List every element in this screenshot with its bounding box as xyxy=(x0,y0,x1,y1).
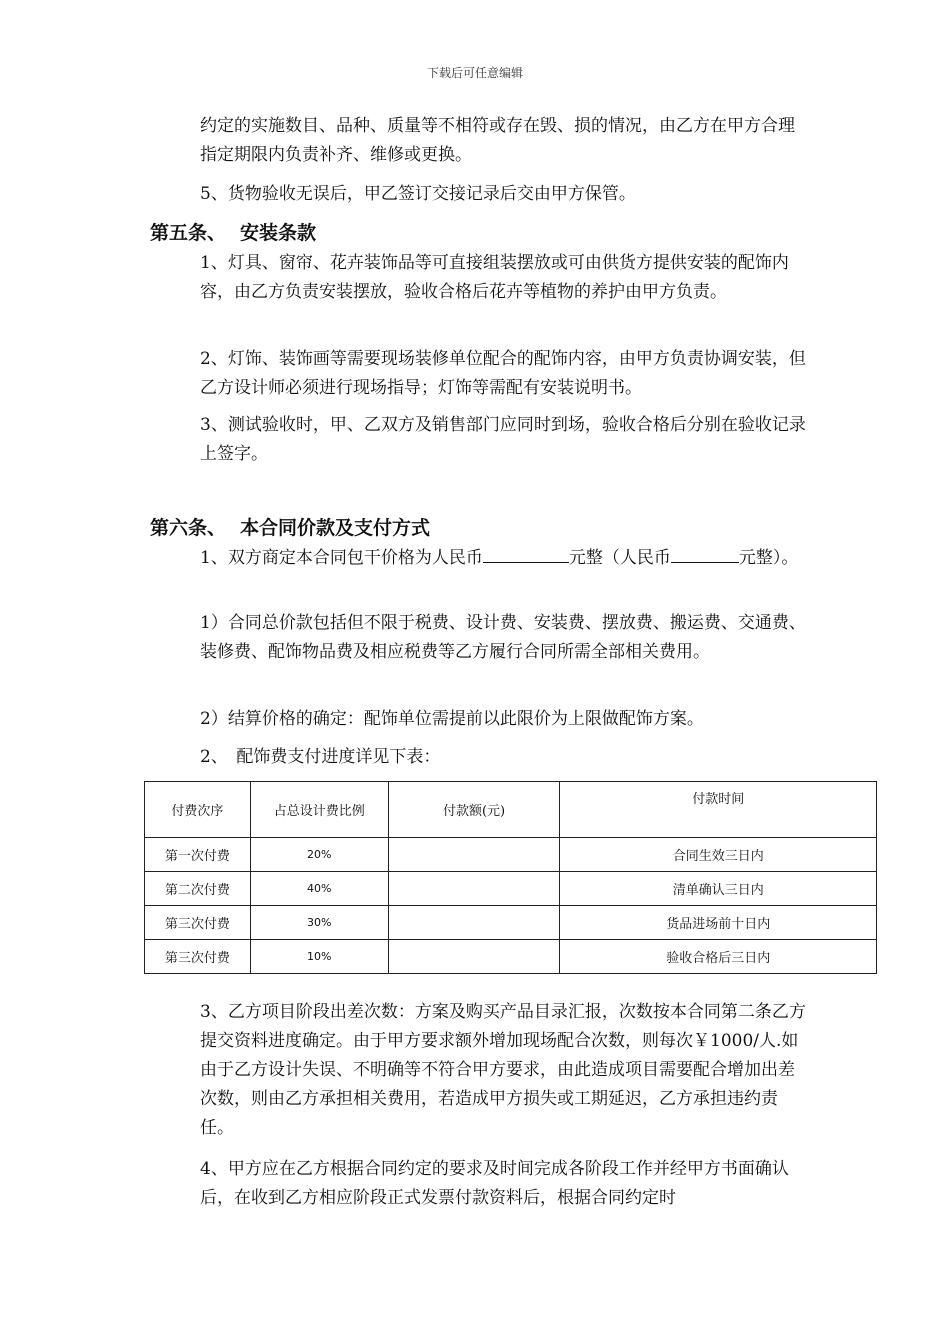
price-text-c: 元整）。 xyxy=(738,548,799,568)
time-cell: 验收合格后三日内 xyxy=(560,940,877,974)
header-cell: 占总设计费比例 xyxy=(250,782,388,838)
section-number: 第五条、 xyxy=(150,222,227,244)
header-cell: 付款额(元) xyxy=(388,782,560,838)
price-blank[interactable] xyxy=(483,542,569,563)
order-cell: 第三次付费 xyxy=(145,940,251,974)
table-row xyxy=(145,940,877,974)
amount-cell[interactable] xyxy=(388,940,560,974)
paragraph-6-2: 2、 配饰费支付进度详见下表： xyxy=(200,747,441,767)
section-heading-5 xyxy=(150,218,316,245)
paragraph-6-1 xyxy=(200,542,810,573)
paragraph-6-1-1: 1）合同总价款包括但不限于税费、设计费、安装费、摆放费、搬运费、交通费、装修费、配饰物品费及相应税费等乙方履行合同所需全部相关费用。 xyxy=(200,613,806,662)
paragraph-6-3: 3、乙方项目阶段出差次数：方案及购买产品目录汇报，次数按本合同第二条乙方提交资料进度确定。由于甲方要求额外增加现场配合次数，则每次￥1000/人.如由于乙方设计失误、不明确等不符合甲方要求，由此造成项目需要配合增加出差次数，则由乙方承担相关费用，若造成甲方损失或工期延迟，乙方承担违约责任。 xyxy=(200,1002,806,1138)
time-cell: 清单确认三日内 xyxy=(560,872,877,906)
section-title: 本合同价款及支付方式 xyxy=(240,517,431,539)
price-text-a: 1、双方商定本合同包干价格为人民币 xyxy=(200,548,483,568)
amount-cell[interactable] xyxy=(388,838,560,872)
paragraph-6-1-2: 2）结算价格的确定：配饰单位需提前以此限价为上限做配饰方案。 xyxy=(200,709,704,729)
price-blank-words[interactable] xyxy=(671,542,739,563)
paragraph-6-4: 4、甲方应在乙方根据合同约定的要求及时间完成各阶段工作并经甲方书面确认后，在收到乙方相应阶段正式发票付款资料后，根据合同约定时 xyxy=(200,1159,789,1208)
paragraph-5-2: 2、灯饰、装饰画等需要现场装修单位配合的配饰内容，由甲方负责协调安装，但乙方设计师必须进行现场指导；灯饰等需配有安装说明书。 xyxy=(200,349,806,398)
table-header-row xyxy=(145,782,877,838)
paragraph-continuation: 约定的实施数目、品种、质量等不相符或存在毁、损的情况，由乙方在甲方合理指定期限内负责补齐、维修或更换。 xyxy=(200,116,795,165)
time-cell: 货品进场前十日内 xyxy=(560,906,877,940)
ratio-cell: 10% xyxy=(250,940,388,974)
payment-schedule-table xyxy=(144,781,877,974)
ratio-cell: 30% xyxy=(250,906,388,940)
order-cell: 第一次付费 xyxy=(145,838,251,872)
paragraph-5-3: 3、测试验收时，甲、乙双方及销售部门应同时到场，验收合格后分别在验收记录上签字。 xyxy=(200,415,806,464)
amount-cell[interactable] xyxy=(388,906,560,940)
table-row xyxy=(145,838,877,872)
table-row xyxy=(145,872,877,906)
header-cell: 付费次序 xyxy=(145,782,251,838)
order-cell: 第三次付费 xyxy=(145,906,251,940)
order-cell: 第二次付费 xyxy=(145,872,251,906)
page-header: 下载后可任意编辑 xyxy=(426,66,523,80)
time-cell: 合同生效三日内 xyxy=(560,838,877,872)
amount-cell[interactable] xyxy=(388,872,560,906)
section-number: 第六条、 xyxy=(150,517,227,539)
ratio-cell: 20% xyxy=(250,838,388,872)
paragraph-5-1: 1、灯具、窗帘、花卉装饰品等可直接组装摆放或可由供货方提供安装的配饰内容，由乙方负责安装摆放，验收合格后花卉等植物的养护由甲方负责。 xyxy=(200,253,789,302)
paragraph-item-5: 5、货物验收无误后，甲乙签订交接记录后交由甲方保管。 xyxy=(200,184,636,204)
section-heading-6 xyxy=(150,513,430,540)
price-text-b: 元整（人民币 xyxy=(568,548,671,568)
table-row xyxy=(145,906,877,940)
header-cell: 付款时间 xyxy=(560,782,877,838)
ratio-cell: 40% xyxy=(250,872,388,906)
section-title: 安装条款 xyxy=(240,222,317,244)
